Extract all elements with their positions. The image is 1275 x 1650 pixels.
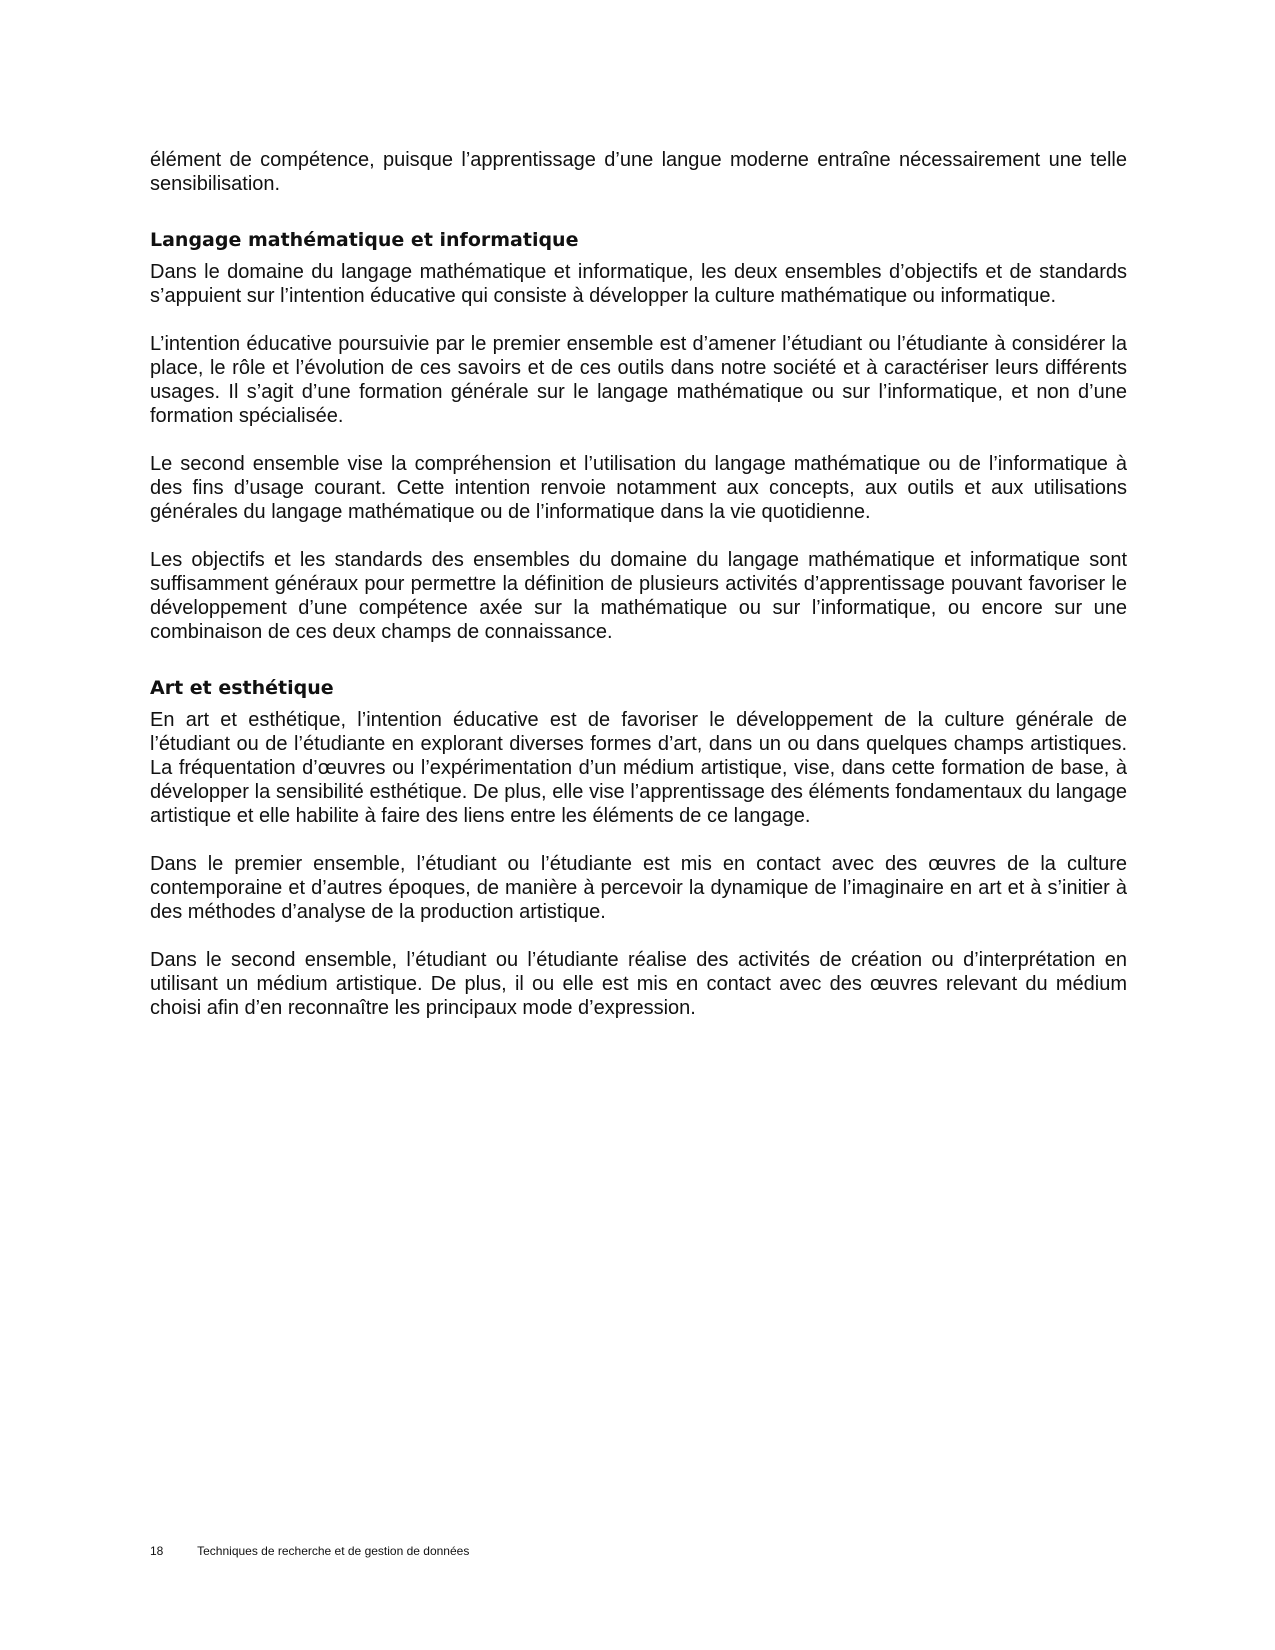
- footer-document-title: Techniques de recherche et de gestion de données: [197, 1544, 470, 1558]
- section-art-esthetique: [150, 676, 1127, 1020]
- section-heading: Art et esthétique: [150, 677, 334, 699]
- section-heading: Langage mathématique et informatique: [150, 229, 579, 251]
- body-paragraph: Les objectifs et les standards des ensembles du domaine du langage mathématique et informatique sont suffisamment généraux pour permettre la définition de plusieurs activités d’apprentissage pouvant favoriser le développement d’une compétence axée sur la mathématique ou sur l’informatique, ou encore sur une combinaison de ces deux champs de connaissance.: [150, 549, 1127, 643]
- body-paragraph: L’intention éducative poursuivie par le premier ensemble est d’amener l’étudiant ou l’étudiante à considérer la place, le rôle et l’évolution de ces savoirs et de ces outils dans notre société et à caractériser leurs différents usages. Il s’agit d’une formation générale sur le langage mathématique ou sur l’informatique, et non d’une formation spécialisée.: [150, 333, 1127, 427]
- intro-paragraph: élément de compétence, puisque l’apprentissage d’une langue moderne entraîne nécessairement une telle sensibilisation.: [150, 149, 1127, 195]
- section-langage-mathematique: [150, 228, 1127, 644]
- page-footer: [150, 1543, 469, 1559]
- body-paragraph: En art et esthétique, l’intention éducative est de favoriser le développement de la culture générale de l’étudiant ou de l’étudiante en explorant diverses formes d’art, dans un ou dans quelques champs artistiques. La fréquentation d’œuvres ou l’expérimentation d’un médium artistique, vise, dans cette formation de base, à développer la sensibilité esthétique. De plus, elle vise l’apprentissage des éléments fondamentaux du langage artistique et elle habilite à faire des liens entre les éléments de ce langage.: [150, 709, 1127, 827]
- body-paragraph: Dans le second ensemble, l’étudiant ou l’étudiante réalise des activités de création ou d’interprétation en utilisant un médium artistique. De plus, il ou elle est mis en contact avec des œuvres relevant du médium choisi afin d’en reconnaître les principaux mode d’expression.: [150, 949, 1127, 1019]
- page-number: 18: [150, 1544, 164, 1558]
- document-page: [150, 148, 1127, 1020]
- body-paragraph: Le second ensemble vise la compréhension et l’utilisation du langage mathématique ou de l’informatique à des fins d’usage courant. Cette intention renvoie notamment aux concepts, aux outils et aux utilisations générales du langage mathématique ou de l’informatique dans la vie quotidienne.: [150, 453, 1127, 523]
- body-paragraph: Dans le premier ensemble, l’étudiant ou l’étudiante est mis en contact avec des œuvres de la culture contemporaine et d’autres époques, de manière à percevoir la dynamique de l’imaginaire en art et à s’initier à des méthodes d’analyse de la production artistique.: [150, 853, 1127, 923]
- body-paragraph: Dans le domaine du langage mathématique et informatique, les deux ensembles d’objectifs et de standards s’appuient sur l’intention éducative qui consiste à développer la culture mathématique ou informatique.: [150, 261, 1127, 307]
